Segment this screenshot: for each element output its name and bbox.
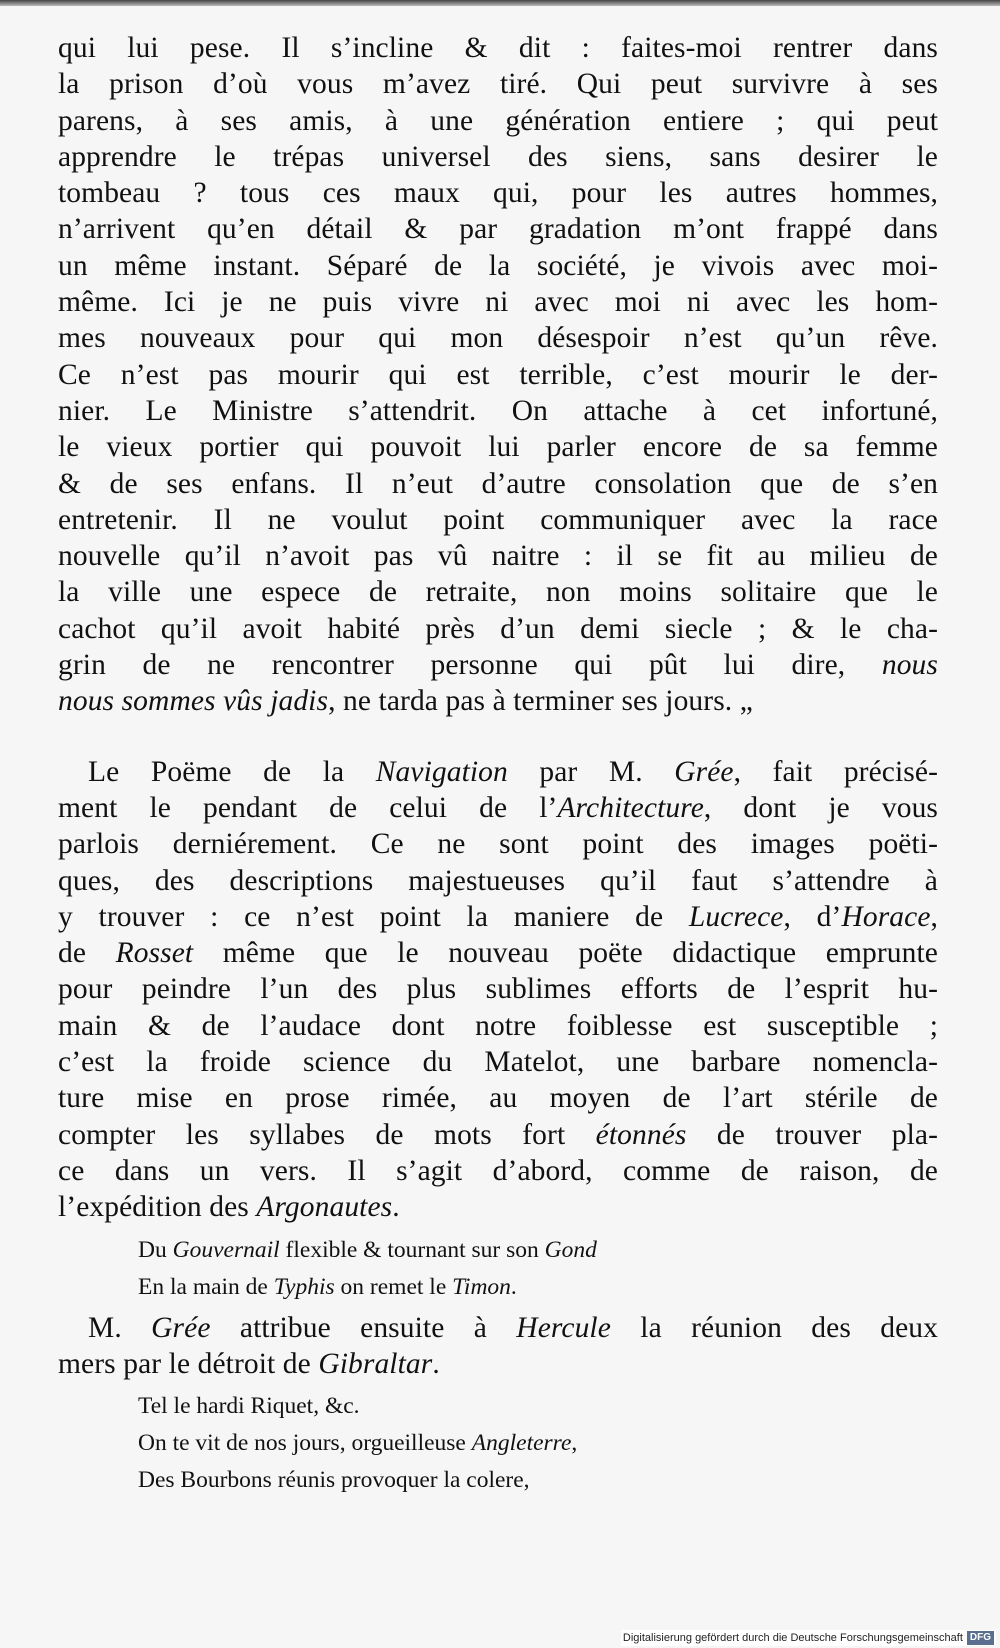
text-line <box>58 1310 938 1346</box>
digitization-credit <box>621 1630 996 1646</box>
text-span: . <box>432 1347 440 1380</box>
italic-name: Horace <box>841 900 931 933</box>
verse-line <box>58 1269 938 1306</box>
text-line <box>58 683 938 719</box>
text-line <box>58 1117 938 1153</box>
text-line: entretenir. Il ne voulut point communiquer avec la race <box>58 503 938 536</box>
text-span: M. <box>88 1311 152 1344</box>
italic-title: Architecture <box>557 791 704 824</box>
text-span: ment le pendant de celui de l’ <box>58 791 558 824</box>
text-line: n’arrivent qu’en détail & par gradation m’ont frappé dans <box>58 213 938 246</box>
text-line <box>58 899 938 935</box>
text-span: , dont je vous <box>703 791 938 824</box>
italic-word: Gond <box>544 1236 597 1263</box>
italic-word: Gouvernail <box>172 1236 280 1263</box>
text-span: En la main de <box>138 1273 274 1300</box>
text-span: y trouver : ce n’est point la maniere de <box>58 900 689 933</box>
text-line: ques, des descriptions majestueuses qu’il faut s’attendre à <box>58 864 938 897</box>
text-span: compter les syllabes de mots fort <box>58 1118 596 1151</box>
page-top-edge <box>0 0 1000 6</box>
text-line: qui lui pese. Il s’incline & dit : faites-moi rentrer dans <box>58 32 938 64</box>
text-line: cachot qu’il avoit habité près d’un demi siecle ; & le cha- <box>58 612 938 645</box>
italic-name: Rosset <box>115 937 194 970</box>
text-span: , ne tarda pas à terminer ses jours. „ <box>328 685 753 718</box>
italic-word: étonnés <box>595 1118 687 1151</box>
text-line: Ce n’est pas mourir qui est terrible, c’est mourir le der- <box>58 358 938 391</box>
verse-quote-2 <box>58 1388 938 1499</box>
text-line: main & de l’audace dont notre foiblesse est susceptible ; <box>58 1009 938 1042</box>
italic-name: Gibraltar <box>318 1347 433 1380</box>
text-span: de <box>58 937 116 970</box>
text-line <box>58 935 938 971</box>
text-span: . <box>510 1273 517 1300</box>
text-span: grin de ne rencontrer personne qui pût lui dire, <box>58 649 846 682</box>
italic-word: Timon <box>452 1273 511 1300</box>
italic-name: Lucrece <box>688 900 784 933</box>
verse-line: Des Bourbons réunis provoquer la colere, <box>138 1467 530 1494</box>
text-line: parens, à ses amis, à une génération entiere ; qui peut <box>58 104 938 137</box>
italic-quote: nous sommes vûs jadis <box>58 685 329 718</box>
text-line: ce dans un vers. Il s’agit d’abord, comme de raison, de <box>58 1154 938 1187</box>
text-line <box>58 790 938 826</box>
verse-line <box>58 1425 938 1462</box>
italic-name: Hercule <box>516 1311 611 1344</box>
text-line <box>58 647 938 683</box>
text-span: On te vit de nos jours, orgueilleuse <box>138 1430 472 1457</box>
verse-line <box>58 1232 938 1269</box>
credit-text: Digitalisierung gefördert durch die Deutsche Forschungsgemeinschaft <box>622 1632 963 1644</box>
text-span: Le Poëme de la <box>88 755 376 788</box>
paragraph-3 <box>58 1310 938 1383</box>
text-span: même que le nouveau poëte didactique emprunte <box>193 937 938 970</box>
text-line: ture mise en prose rimée, au moyen de l’art stérile de <box>58 1082 938 1115</box>
text-span: , <box>571 1430 578 1457</box>
text-span: la réunion des deux <box>610 1311 938 1344</box>
text-line: parlois derniérement. Ce ne sont point des images poëti- <box>58 828 938 861</box>
paragraph-1 <box>58 30 938 720</box>
text-span: l’expédition des <box>58 1191 257 1224</box>
text-span: , <box>930 900 938 933</box>
text-span: par M. <box>507 755 675 788</box>
paragraph-2 <box>58 754 938 1226</box>
text-span: flexible & tournant sur son <box>279 1236 545 1263</box>
text-span: attribue ensuite à <box>210 1311 517 1344</box>
text-line: pour peindre l’un des plus sublimes efforts de l’esprit hu- <box>58 973 938 1006</box>
verse-line: Tel le hardi Riquet, &c. <box>138 1393 360 1420</box>
text-line <box>58 1346 938 1382</box>
text-line: même. Ici je ne puis vivre ni avec moi ni avec les hom- <box>58 286 938 319</box>
italic-title: Argonautes <box>256 1191 393 1224</box>
text-span: de trouver pla- <box>686 1118 938 1151</box>
text-line: le vieux portier qui pouvoit lui parler encore de sa femme <box>58 431 938 464</box>
text-span: . <box>392 1191 400 1224</box>
text-line: apprendre le trépas universel des siens, sans desirer le <box>58 140 938 173</box>
italic-name: Grée <box>674 755 734 788</box>
text-line: c’est la froide science du Matelot, une barbare nomencla- <box>58 1046 938 1079</box>
text-line: nier. Le Ministre s’attendrit. On attache à cet infortuné, <box>58 394 938 427</box>
italic-name: Grée <box>151 1311 211 1344</box>
text-span: , fait précisé- <box>733 755 938 788</box>
text-line <box>58 754 938 790</box>
text-line: mes nouveaux pour qui mon désespoir n’est qu’un rêve. <box>58 322 938 355</box>
italic-title: Navigation <box>375 755 508 788</box>
text-line: la prison d’où vous m’avez tiré. Qui peut survivre à ses <box>58 68 938 101</box>
text-span: on remet le <box>334 1273 453 1300</box>
page-text <box>58 30 938 1499</box>
text-span: mers par le détroit de <box>58 1347 319 1380</box>
italic-quote-start: nous <box>881 649 938 682</box>
text-line: un même instant. Séparé de la société, je vivois avec moi- <box>58 249 938 282</box>
text-line: tombeau ? tous ces maux qui, pour les autres hommes, <box>58 177 938 210</box>
dfg-logo-icon: DFG <box>967 1631 994 1645</box>
text-span: , d’ <box>783 900 842 933</box>
text-line: la ville une espece de retraite, non moins solitaire que le <box>58 576 938 609</box>
text-span: Du <box>138 1236 173 1263</box>
italic-name: Typhis <box>273 1273 335 1300</box>
text-line: nouvelle qu’il n’avoit pas vû naitre : il se fit au milieu de <box>58 540 938 573</box>
paragraph-gap <box>58 720 938 754</box>
italic-name: Angleterre <box>471 1430 572 1457</box>
text-line: & de ses enfans. Il n’eut d’autre consolation que de s’en <box>58 467 938 500</box>
verse-quote-1 <box>58 1232 938 1306</box>
text-line <box>58 1189 938 1225</box>
